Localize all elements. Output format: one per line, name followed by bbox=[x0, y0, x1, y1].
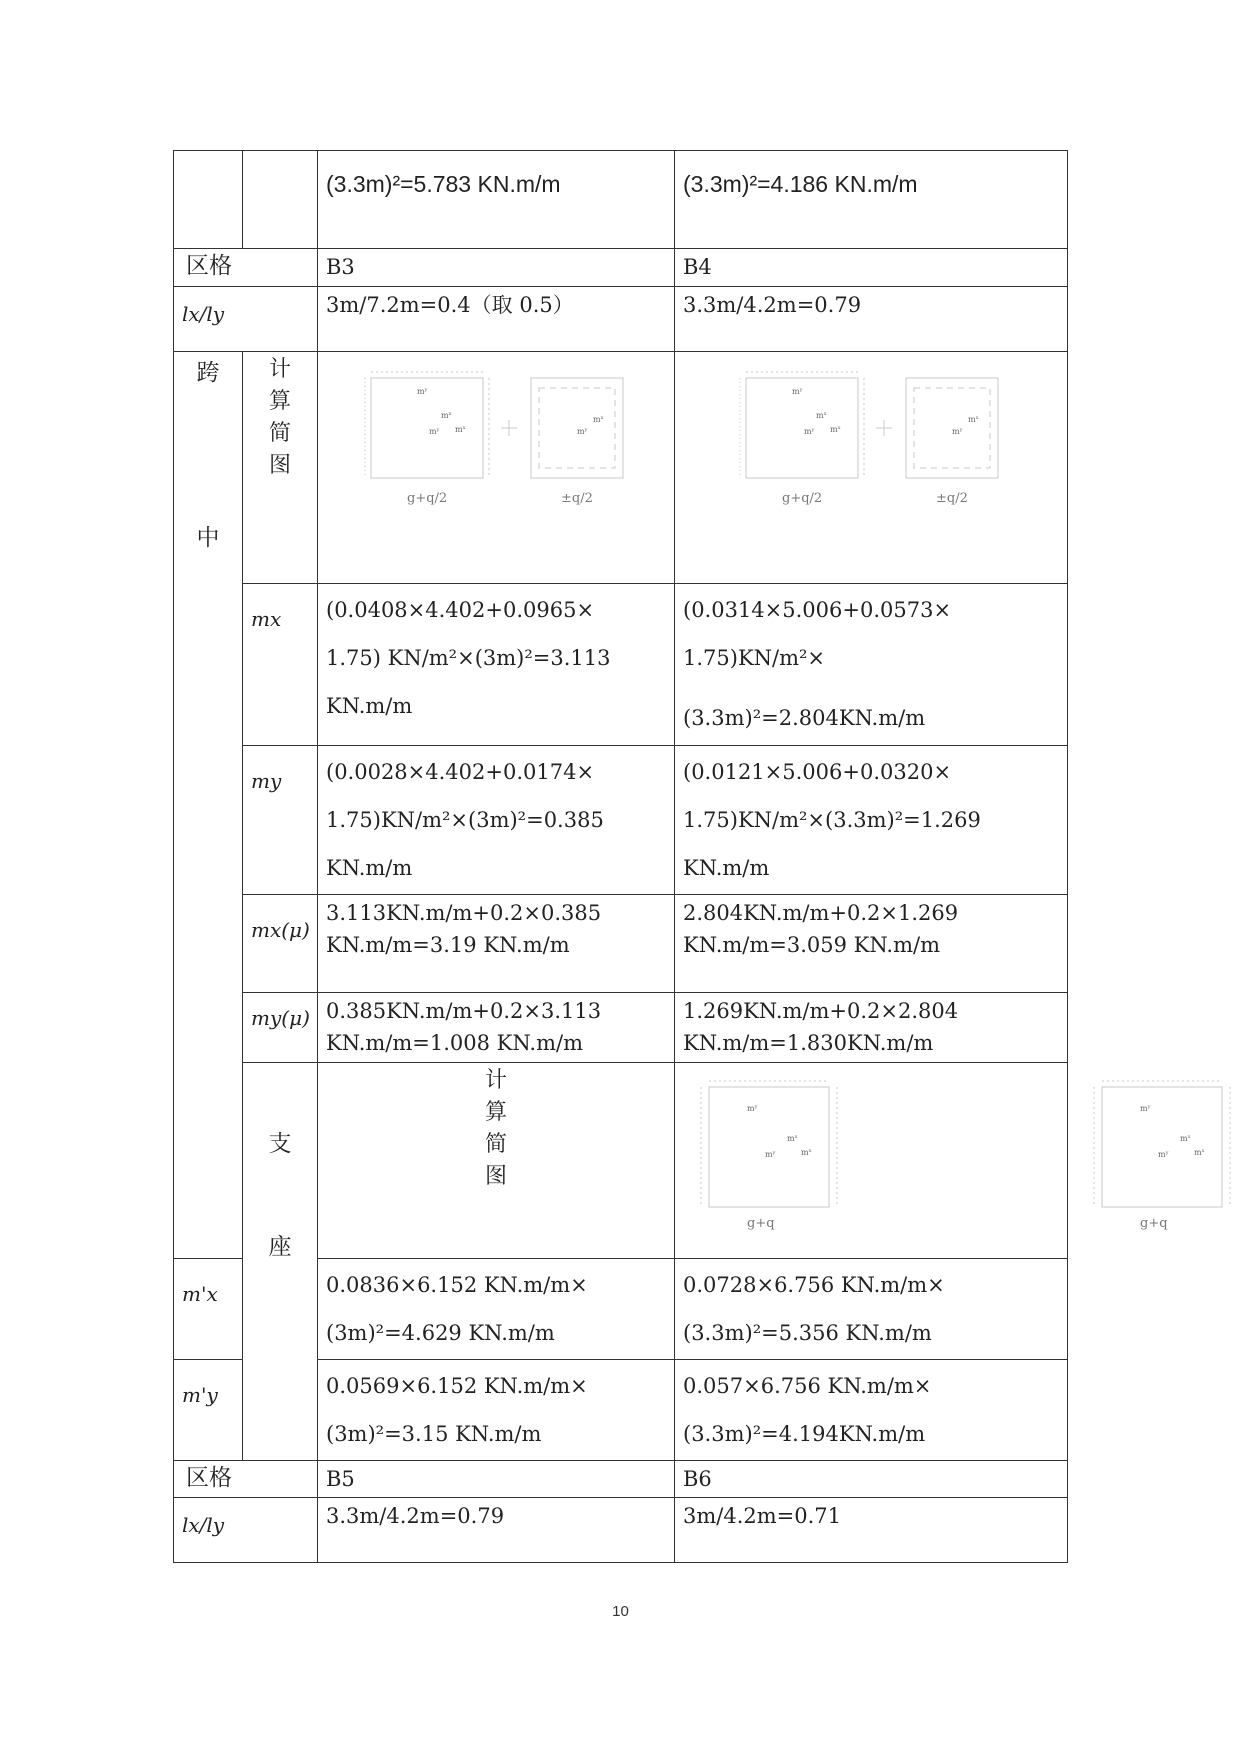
support-diagram bbox=[1082, 1071, 1241, 1231]
cell-b1-result: (3.3m)²=5.783 KN.m/m bbox=[318, 151, 675, 249]
my-prime-b3: 0.0569×6.152 KN.m/m× (3m)²=3.15 KN.m/m bbox=[318, 1359, 675, 1460]
support-diagram bbox=[689, 1071, 979, 1231]
svg-text:my: $m^y$ bbox=[792, 386, 803, 396]
svg-text:mx: $m^x$ bbox=[441, 410, 452, 420]
table-row bbox=[174, 1498, 1068, 1563]
svg-text:±q/2: ±q/2 bbox=[561, 490, 593, 506]
ratio-b6: 3m/4.2m=0.71 bbox=[675, 1498, 1068, 1563]
diagram-label: 计 算 简 图 bbox=[243, 351, 318, 583]
svg-text:my: $m^y$ bbox=[952, 426, 963, 436]
table-row bbox=[174, 351, 1068, 583]
table-row bbox=[174, 1460, 1068, 1498]
svg-text:mx: $m^x$ bbox=[593, 414, 604, 424]
ratio-label-2: lx/ly bbox=[174, 1498, 318, 1563]
my-label: my bbox=[243, 745, 318, 894]
table-row bbox=[174, 745, 1068, 894]
region-label: 区格 bbox=[174, 249, 318, 287]
midspan-label: 跨 中 bbox=[174, 351, 243, 1258]
svg-text:g+q: g+q bbox=[1140, 1215, 1168, 1231]
page-number: 10 bbox=[612, 1603, 629, 1620]
svg-text:±q/2: ±q/2 bbox=[936, 490, 968, 506]
diagram-b3-midspan bbox=[318, 351, 675, 583]
ratio-b5: 3.3m/4.2m=0.79 bbox=[318, 1498, 675, 1563]
region-b4: B4 bbox=[675, 249, 1068, 287]
my-mu-label: my(μ) bbox=[243, 992, 318, 1062]
mx-label: mx bbox=[243, 583, 318, 745]
svg-text:mx: $m^x$ bbox=[816, 410, 827, 420]
svg-text:my: $m^y$ bbox=[417, 386, 428, 396]
region-label-2: 区格 bbox=[174, 1460, 318, 1498]
mx-prime-b4: 0.0728×6.756 KN.m/m× (3.3m)²=5.356 KN.m/m bbox=[675, 1258, 1068, 1359]
midspan-diagram bbox=[351, 360, 641, 510]
my-mu-b4: 1.269KN.m/m+0.2×2.804 KN.m/m=1.830KN.m/m bbox=[675, 992, 1068, 1062]
region-b3: B3 bbox=[318, 249, 675, 287]
svg-text:my: $m^y$ bbox=[429, 426, 440, 436]
my-mu-b3: 0.385KN.m/m+0.2×3.113 KN.m/m=1.008 KN.m/m bbox=[318, 992, 675, 1062]
mx-mu-b4: 2.804KN.m/m+0.2×1.269 KN.m/m=3.059 KN.m/m bbox=[675, 894, 1068, 992]
svg-text:mx: $m^x$ bbox=[830, 424, 841, 434]
my-prime-label: m'y bbox=[174, 1359, 243, 1460]
svg-text:mx: $m^x$ bbox=[787, 1133, 798, 1143]
svg-text:g+q: g+q bbox=[747, 1215, 775, 1231]
ratio-b3: 3m/7.2m=0.4（取 0.5） bbox=[318, 286, 675, 351]
diagram-b3-support bbox=[675, 1062, 1068, 1258]
svg-text:my: $m^y$ bbox=[747, 1103, 758, 1113]
diagram-b4-midspan bbox=[675, 351, 1068, 583]
support-diagram-label: 计 算 简 图 bbox=[318, 1062, 675, 1258]
svg-text:g+q/2: g+q/2 bbox=[782, 490, 823, 506]
my-b4: (0.0121×5.006+0.0320× 1.75)KN/m²×(3.3m)²=1.269 KN.m/m bbox=[675, 745, 1068, 894]
table-row bbox=[174, 151, 1068, 249]
svg-text:mx: $m^x$ bbox=[968, 414, 979, 424]
table-row bbox=[174, 992, 1068, 1062]
svg-text:my: $m^y$ bbox=[1158, 1149, 1169, 1159]
midspan-diagram bbox=[726, 360, 1016, 510]
region-b5: B5 bbox=[318, 1460, 675, 1498]
table-row bbox=[174, 583, 1068, 745]
mx-prime-label: m'x bbox=[174, 1258, 243, 1359]
table-row bbox=[174, 286, 1068, 351]
ratio-b4: 3.3m/4.2m=0.79 bbox=[675, 286, 1068, 351]
my-prime-b4: 0.057×6.756 KN.m/m× (3.3m)²=4.194KN.m/m bbox=[675, 1359, 1068, 1460]
svg-text:my: $m^y$ bbox=[1140, 1103, 1151, 1113]
mx-mu-label: mx(μ) bbox=[243, 894, 318, 992]
svg-text:my: $m^y$ bbox=[577, 426, 588, 436]
svg-text:g+q/2: g+q/2 bbox=[407, 490, 448, 506]
svg-text:mx: $m^x$ bbox=[1180, 1133, 1191, 1143]
my-b3: (0.0028×4.402+0.0174× 1.75)KN/m²×(3m)²=0.385 KN.m/m bbox=[318, 745, 675, 894]
table-row bbox=[174, 1062, 1068, 1258]
ratio-label: lx/ly bbox=[174, 286, 318, 351]
mx-b3: (0.0408×4.402+0.0965× 1.75) KN/m²×(3m)²=3.113 KN.m/m bbox=[318, 583, 675, 745]
mx-prime-b3: 0.0836×6.152 KN.m/m× (3m)²=4.629 KN.m/m bbox=[318, 1258, 675, 1359]
support-label: 支 座 bbox=[243, 1062, 318, 1460]
table-row bbox=[174, 249, 1068, 287]
svg-text:my: $m^y$ bbox=[804, 426, 815, 436]
table-row bbox=[174, 894, 1068, 992]
svg-text:my: $m^y$ bbox=[765, 1149, 776, 1159]
calculation-table bbox=[173, 150, 1205, 1563]
mx-b4: (0.0314×5.006+0.0573× 1.75)KN/m²× (3.3m)²=2.804KN.m/m bbox=[675, 583, 1068, 745]
mx-mu-b3: 3.113KN.m/m+0.2×0.385 KN.m/m=3.19 KN.m/m bbox=[318, 894, 675, 992]
svg-text:mx: $m^x$ bbox=[801, 1147, 812, 1157]
cell-b2-result: (3.3m)²=4.186 KN.m/m bbox=[675, 151, 1068, 249]
svg-text:mx: $m^x$ bbox=[1194, 1147, 1205, 1157]
region-b6: B6 bbox=[675, 1460, 1068, 1498]
svg-text:mx: $m^x$ bbox=[455, 424, 466, 434]
